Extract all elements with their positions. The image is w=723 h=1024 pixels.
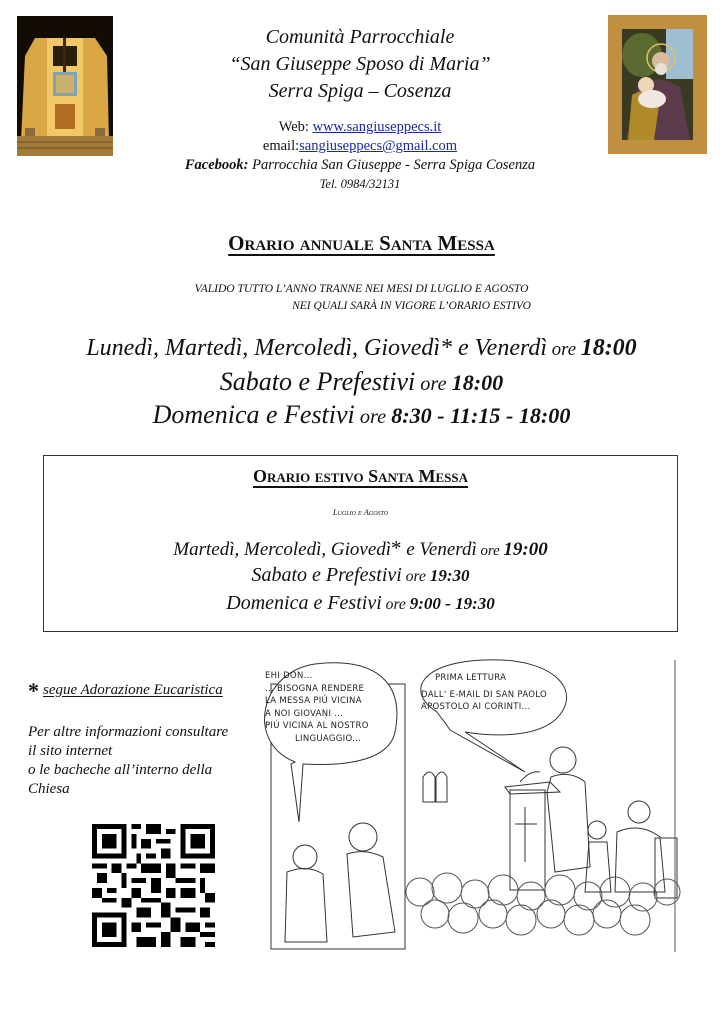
summer-row-weekdays	[44, 536, 677, 561]
contacts-block	[140, 118, 580, 194]
annual-row-weekdays	[0, 335, 723, 362]
info-line-4: Chiesa	[28, 781, 70, 797]
footnote-text: segue Adorazione Eucaristica	[43, 682, 223, 698]
parish-title-line-3: Serra Spiga – Cosenza	[268, 80, 452, 102]
adoration-footnote	[28, 678, 223, 704]
annual-note-line-1: VALIDO TUTTO L’ANNO TRANNE NEI MESI DI LUGLIO E AGOSTO	[194, 283, 529, 295]
annual-row-times: 18:00	[580, 335, 637, 361]
annual-schedule-title: Orario annuale Santa Messa	[228, 231, 495, 255]
info-line-1: Per altre informazioni consultare	[28, 724, 229, 740]
ore-label: ore	[401, 568, 430, 585]
info-text	[28, 723, 268, 799]
bubble-line: LINGUAGGIO...	[295, 733, 362, 744]
bubble-line: EHI DON...	[265, 671, 313, 681]
web-row	[140, 118, 580, 137]
summer-schedule-box	[43, 455, 678, 632]
ore-label: ore	[415, 373, 452, 395]
ore-label: ore	[547, 339, 581, 360]
annual-note-line-2: NEI QUALI SARÀ IN VIGORE L’ORARIO ESTIVO	[292, 300, 531, 312]
summer-row-days: Domenica e Festivi	[226, 592, 382, 614]
parish-title	[140, 24, 580, 105]
summer-row-times: 19:00	[503, 539, 548, 560]
summer-schedule-heading	[44, 466, 677, 487]
annual-schedule-note	[0, 281, 723, 315]
bubble-line: APOSTOLO AI CORINTI...	[421, 702, 531, 712]
summer-row-saturday	[44, 564, 677, 587]
bubble-line: PIÚ VICINA AL NOSTRO	[265, 721, 369, 731]
parish-title-line-1: Comunità Parrocchiale	[265, 26, 455, 48]
parish-title-line-2: “San Giuseppe Sposo di Maria”	[229, 53, 491, 75]
telephone: Tel. 0984/32131	[319, 177, 401, 191]
summer-row-days: Martedì, Mercoledì, Giovedì	[173, 539, 392, 560]
annual-row-days: Domenica e Festivi	[152, 400, 355, 429]
summer-row-times: 19:30	[429, 566, 470, 585]
web-label: Web:	[278, 119, 313, 135]
bubble-line: DALL' E-MAIL DI SAN PAOLO	[421, 689, 547, 700]
bubble-line: LA MESSA PIÚ VICINA	[265, 696, 362, 706]
info-line-3: o le bacheche all’interno della	[28, 762, 213, 778]
summer-row-days: Sabato e Prefestivi	[251, 564, 402, 586]
annual-row-saturday	[0, 367, 723, 397]
annual-row-days: Lunedì, Martedì, Mercoledì, Giovedì* e Venerdì	[86, 335, 548, 361]
church-photo	[17, 16, 113, 156]
bubble-line: PRIMA LETTURA	[435, 673, 507, 683]
speech-bubble-left	[265, 670, 405, 745]
web-link[interactable]: www.sangiuseppecs.it	[312, 119, 442, 135]
summer-row-times: 9:00 - 19:30	[409, 594, 495, 613]
saint-joseph-painting	[608, 15, 707, 154]
ore-label: ore	[354, 406, 392, 428]
ore-label: ore	[476, 543, 504, 559]
annual-row-times: 8:30 - 11:15 - 18:00	[391, 403, 571, 428]
annual-schedule-heading	[0, 231, 723, 256]
facebook-text: Parrocchia San Giuseppe - Serra Spiga Cosenza	[248, 157, 536, 173]
facebook-row	[140, 156, 580, 175]
asterisk-icon: *	[28, 678, 39, 703]
bubble-line: A NOI GIOVANI ...	[265, 708, 344, 719]
summer-row-days-2: e Venerdì	[401, 539, 477, 560]
cartoon-illustration	[255, 652, 683, 962]
qr-code-icon[interactable]	[92, 824, 215, 947]
summer-row-sunday	[44, 592, 677, 615]
summer-schedule-title: Orario estivo Santa Messa	[252, 466, 469, 486]
annual-row-days: Sabato e Prefestivi	[219, 367, 416, 396]
email-label: email:	[262, 138, 300, 154]
info-line-2: il sito internet	[28, 743, 113, 759]
summer-schedule-note: Luglio e Agosto	[332, 507, 389, 517]
facebook-label: Facebook:	[184, 157, 249, 173]
asterisk: *	[391, 536, 402, 560]
email-row	[140, 137, 580, 156]
annual-row-sunday	[0, 400, 723, 430]
annual-row-times: 18:00	[451, 370, 504, 395]
email-link[interactable]: sangiuseppecs@gmail.com	[299, 138, 458, 154]
speech-bubble-right	[421, 672, 571, 714]
ore-label: ore	[381, 596, 410, 613]
bubble-line: ... BISOGNA RENDERE	[265, 683, 365, 694]
